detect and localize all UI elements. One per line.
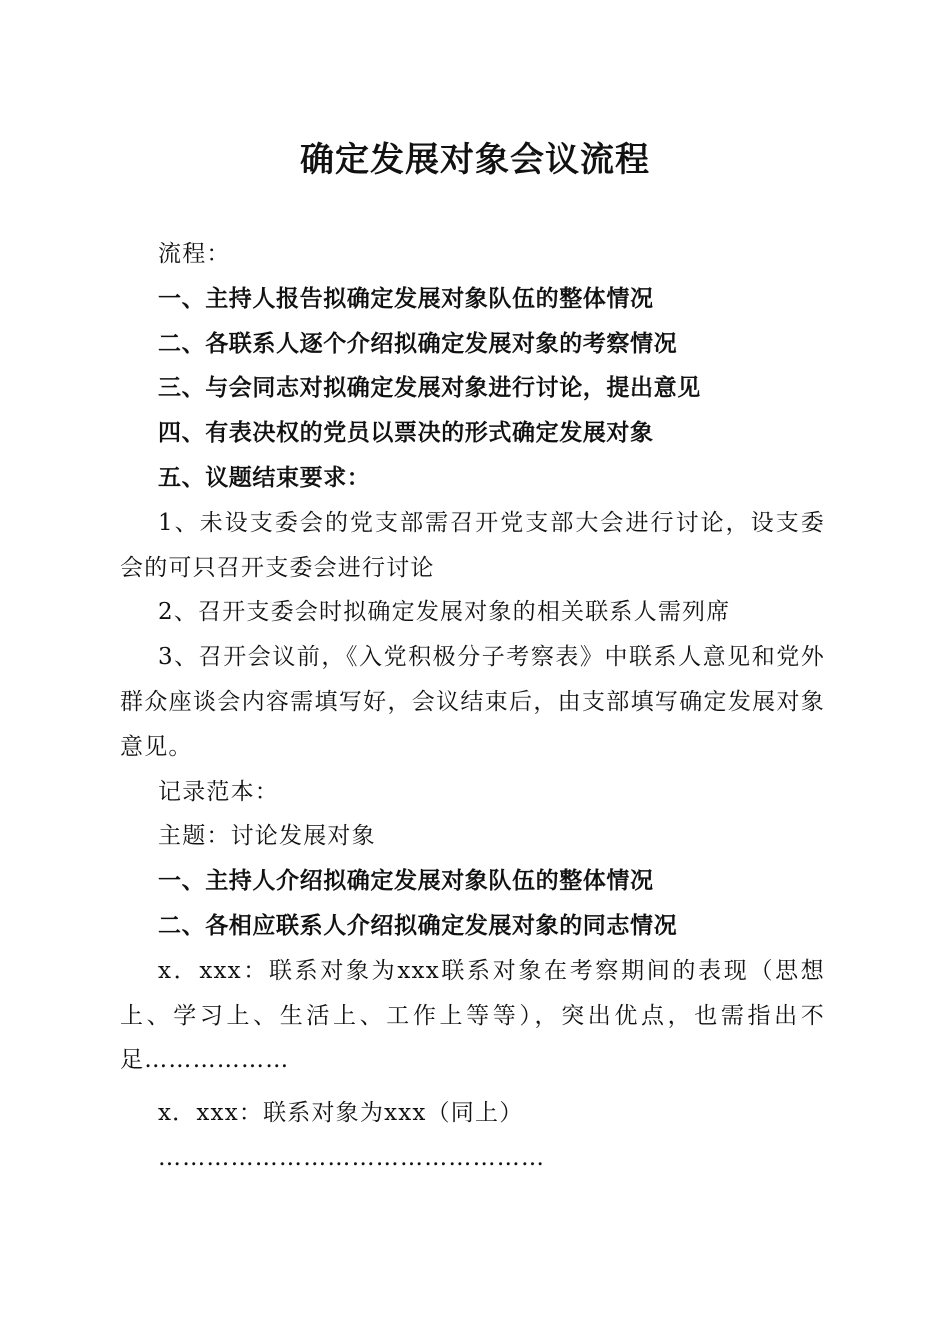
paragraph-ellipsis: ………………………………………… <box>158 1144 546 1171</box>
paragraph-step-1: 一、主持人报告拟确定发展对象队伍的整体情况 <box>158 285 654 312</box>
paragraph-step-4: 四、有表决权的党员以票决的形式确定发展对象 <box>158 420 654 447</box>
paragraph-record-step-1: 一、主持人介绍拟确定发展对象队伍的整体情况 <box>158 868 654 895</box>
paragraph-topic: 主题：讨论发展对象 <box>158 823 376 850</box>
paragraph-step-3: 三、与会同志对拟确定发展对象进行讨论，提出意见 <box>158 375 701 402</box>
paragraph-contact-entry-2: x．xxx：联系对象为xxx（同上） <box>158 1100 524 1127</box>
paragraph-record-step-2: 二、各相应联系人介绍拟确定发展对象的同志情况 <box>158 912 678 939</box>
paragraph-step-5: 五、议题结束要求： <box>158 464 371 491</box>
paragraph-contact-entry-1: x．xxx：联系对象为xxx联系对象在考察期间的表现（思想上、学习上、生活上、工作上等等），突出优点，也需指出不足……………… <box>120 957 825 1074</box>
document-body <box>120 232 825 1181</box>
paragraph-step-2: 二、各联系人逐个介绍拟确定发展对象的考察情况 <box>158 330 678 357</box>
paragraph-record-template-label: 记录范本： <box>158 778 279 805</box>
paragraph-process-label: 流程： <box>158 241 231 267</box>
paragraph-requirement-1: 1、未设支委会的党支部需召开党支部大会进行讨论，设支委会的可只召开支委会进行讨论 <box>120 509 825 581</box>
document-title: 确定发展对象会议流程 <box>300 140 650 180</box>
paragraph-requirement-2: 2、召开支委会时拟确定发展对象的相关联系人需列席 <box>158 599 731 626</box>
paragraph-requirement-3: 3、召开会议前，《入党积极分子考察表》中联系人意见和党外群众座谈会内容需填写好，会议结束后，由支部填写确定发展对象意见。 <box>120 644 825 760</box>
